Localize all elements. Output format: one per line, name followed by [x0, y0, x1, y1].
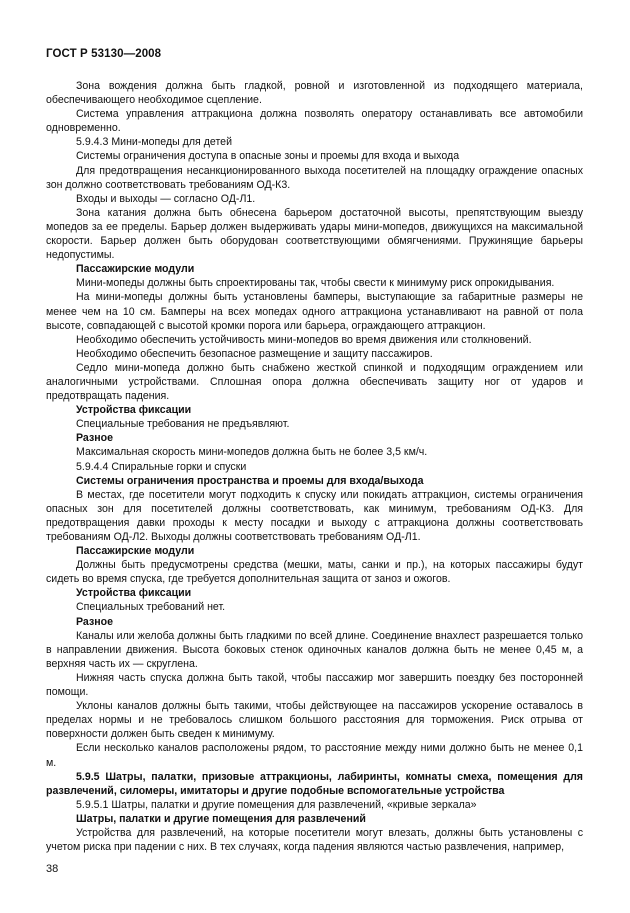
paragraph: Каналы или желоба должны быть гладкими по всей длине. Соединение внахлест разрешается только в направлении движения. Высота боковых стенок одиночных каналов должна быть не менее 0,45 м, а верхняя часть их — скруглена.	[46, 629, 583, 670]
paragraph: Специальные требования не предъявляют.	[76, 418, 290, 431]
section-heading: Разное	[76, 432, 113, 445]
paragraph: Зона вождения должна быть гладкой, ровной и изготовленной из подходящего материала, обеспечивающего необходимое сцепление.	[46, 80, 583, 107]
section-heading: Пассажирские модули	[76, 545, 195, 558]
paragraph: Системы ограничения доступа в опасные зоны и проемы для входа и выхода	[76, 150, 460, 163]
section-heading: Устройства фиксации	[76, 404, 192, 417]
section-heading: Шатры, палатки и другие помещения для развлечений	[76, 812, 366, 825]
paragraph: Если несколько каналов расположены рядом, то расстояние между ними должно быть не менее 0,1 м.	[46, 742, 583, 769]
paragraph: На мини-мопеды должны быть установлены бамперы, выступающие за габаритные размеры не менее чем на 10 см. Бамперы на всех мопедах одного аттракциона устанавливают на равной от пола высоте, совпадающей с высотой кромки порога или барьера, ограждающего аттракцион.	[46, 291, 583, 332]
paragraph: 5.9.5.1 Шатры, палатки и другие помещения для развлечений, «кривые зеркала»	[76, 798, 477, 811]
paragraph: Зона катания должна быть обнесена барьером достаточной высоты, препятствующим выезду мопедов за ее пределы. Барьер должен выдерживать удары мини-мопедов, движущихся на максимальной скорости. Барьер должен быть оборудован соответствующими обмягчениями. Пружинящие барьеры недопустимы.	[46, 206, 583, 262]
paragraph: Устройства для развлечений, на которые посетители могут влезать, должны быть установлены с учетом риска при падении с них. В тех случаях, когда падения являются частью развлечения, например,	[46, 826, 583, 854]
paragraph: 5.9.4.4 Спиральные горки и спуски	[76, 460, 247, 473]
paragraph: Мини-мопеды должны быть спроектированы так, чтобы свести к минимуму риск опрокидывания.	[76, 277, 555, 290]
paragraph: Необходимо обеспечить безопасное размещение и защиту пассажиров.	[76, 347, 433, 360]
paragraph: Система управления аттракциона должна позволять оператору останавливать все автомобили одновременно.	[46, 108, 583, 135]
document-body	[46, 79, 583, 854]
paragraph: Специальных требований нет.	[76, 601, 226, 614]
paragraph: В местах, где посетители могут подходить к спуску или покидать аттракцион, системы ограничения опасных зон для посетителей должны соответствовать, как минимум, требованиям ОД-К3. Для предотвращения давки проходы к месту посадки и выходу с аттракциона должны соответствовать требованиям ОД-Л2. Выходы должны соответствовать требованиям ОД-Л1.	[46, 488, 583, 543]
section-heading: 5.9.5 Шатры, палатки, призовые аттракционы, лабиринты, комнаты смеха, помещения для развлечений, силомеры, имитаторы и другие подобные вспомогательные устройства	[46, 770, 583, 797]
paragraph: Седло мини-мопеда должно быть снабжено жесткой спинкой и подходящим ограждением или аналогичными устройствами. Сплошная опора должна обеспечивать защиту ног от ударов и предотвращать падения.	[46, 361, 583, 403]
paragraph: Уклоны каналов должны быть такими, чтобы действующее на пассажиров ускорение оставалось в пределах нормы и не требовалось слишком большого расстояния для торможения. Риск отрыва от поверхности должен быть сведен к минимуму.	[46, 700, 583, 741]
section-heading: Устройства фиксации	[76, 587, 192, 600]
paragraph: Входы и выходы — согласно ОД-Л1.	[76, 192, 256, 205]
section-heading: Разное	[76, 615, 113, 628]
paragraph: 5.9.4.3 Мини-мопеды для детей	[76, 136, 232, 149]
paragraph: Для предотвращения несанкционированного выхода посетителей на площадку ограждение опасных зон должно соответствовать требованиям ОД-К3.	[46, 164, 583, 191]
page-number: 38	[46, 863, 59, 875]
paragraph: Должны быть предусмотрены средства (мешки, маты, санки и пр.), на которых пассажиры будут сидеть во время спуска, где требуется дополнительная защита от заноз и ожогов.	[46, 559, 583, 586]
paragraph: Нижняя часть спуска должна быть такой, чтобы пассажир мог завершить поездку без посторонней помощи.	[46, 671, 583, 699]
section-heading: Системы ограничения пространства и проемы для входа/выхода	[76, 474, 424, 487]
paragraph: Необходимо обеспечить устойчивость мини-мопедов во время движения или столкновений.	[76, 333, 532, 346]
document-header: ГОСТ Р 53130—2008	[46, 48, 162, 60]
paragraph: Максимальная скорость мини-мопедов должна быть не более 3,5 км/ч.	[76, 446, 428, 459]
section-heading: Пассажирские модули	[76, 263, 195, 276]
